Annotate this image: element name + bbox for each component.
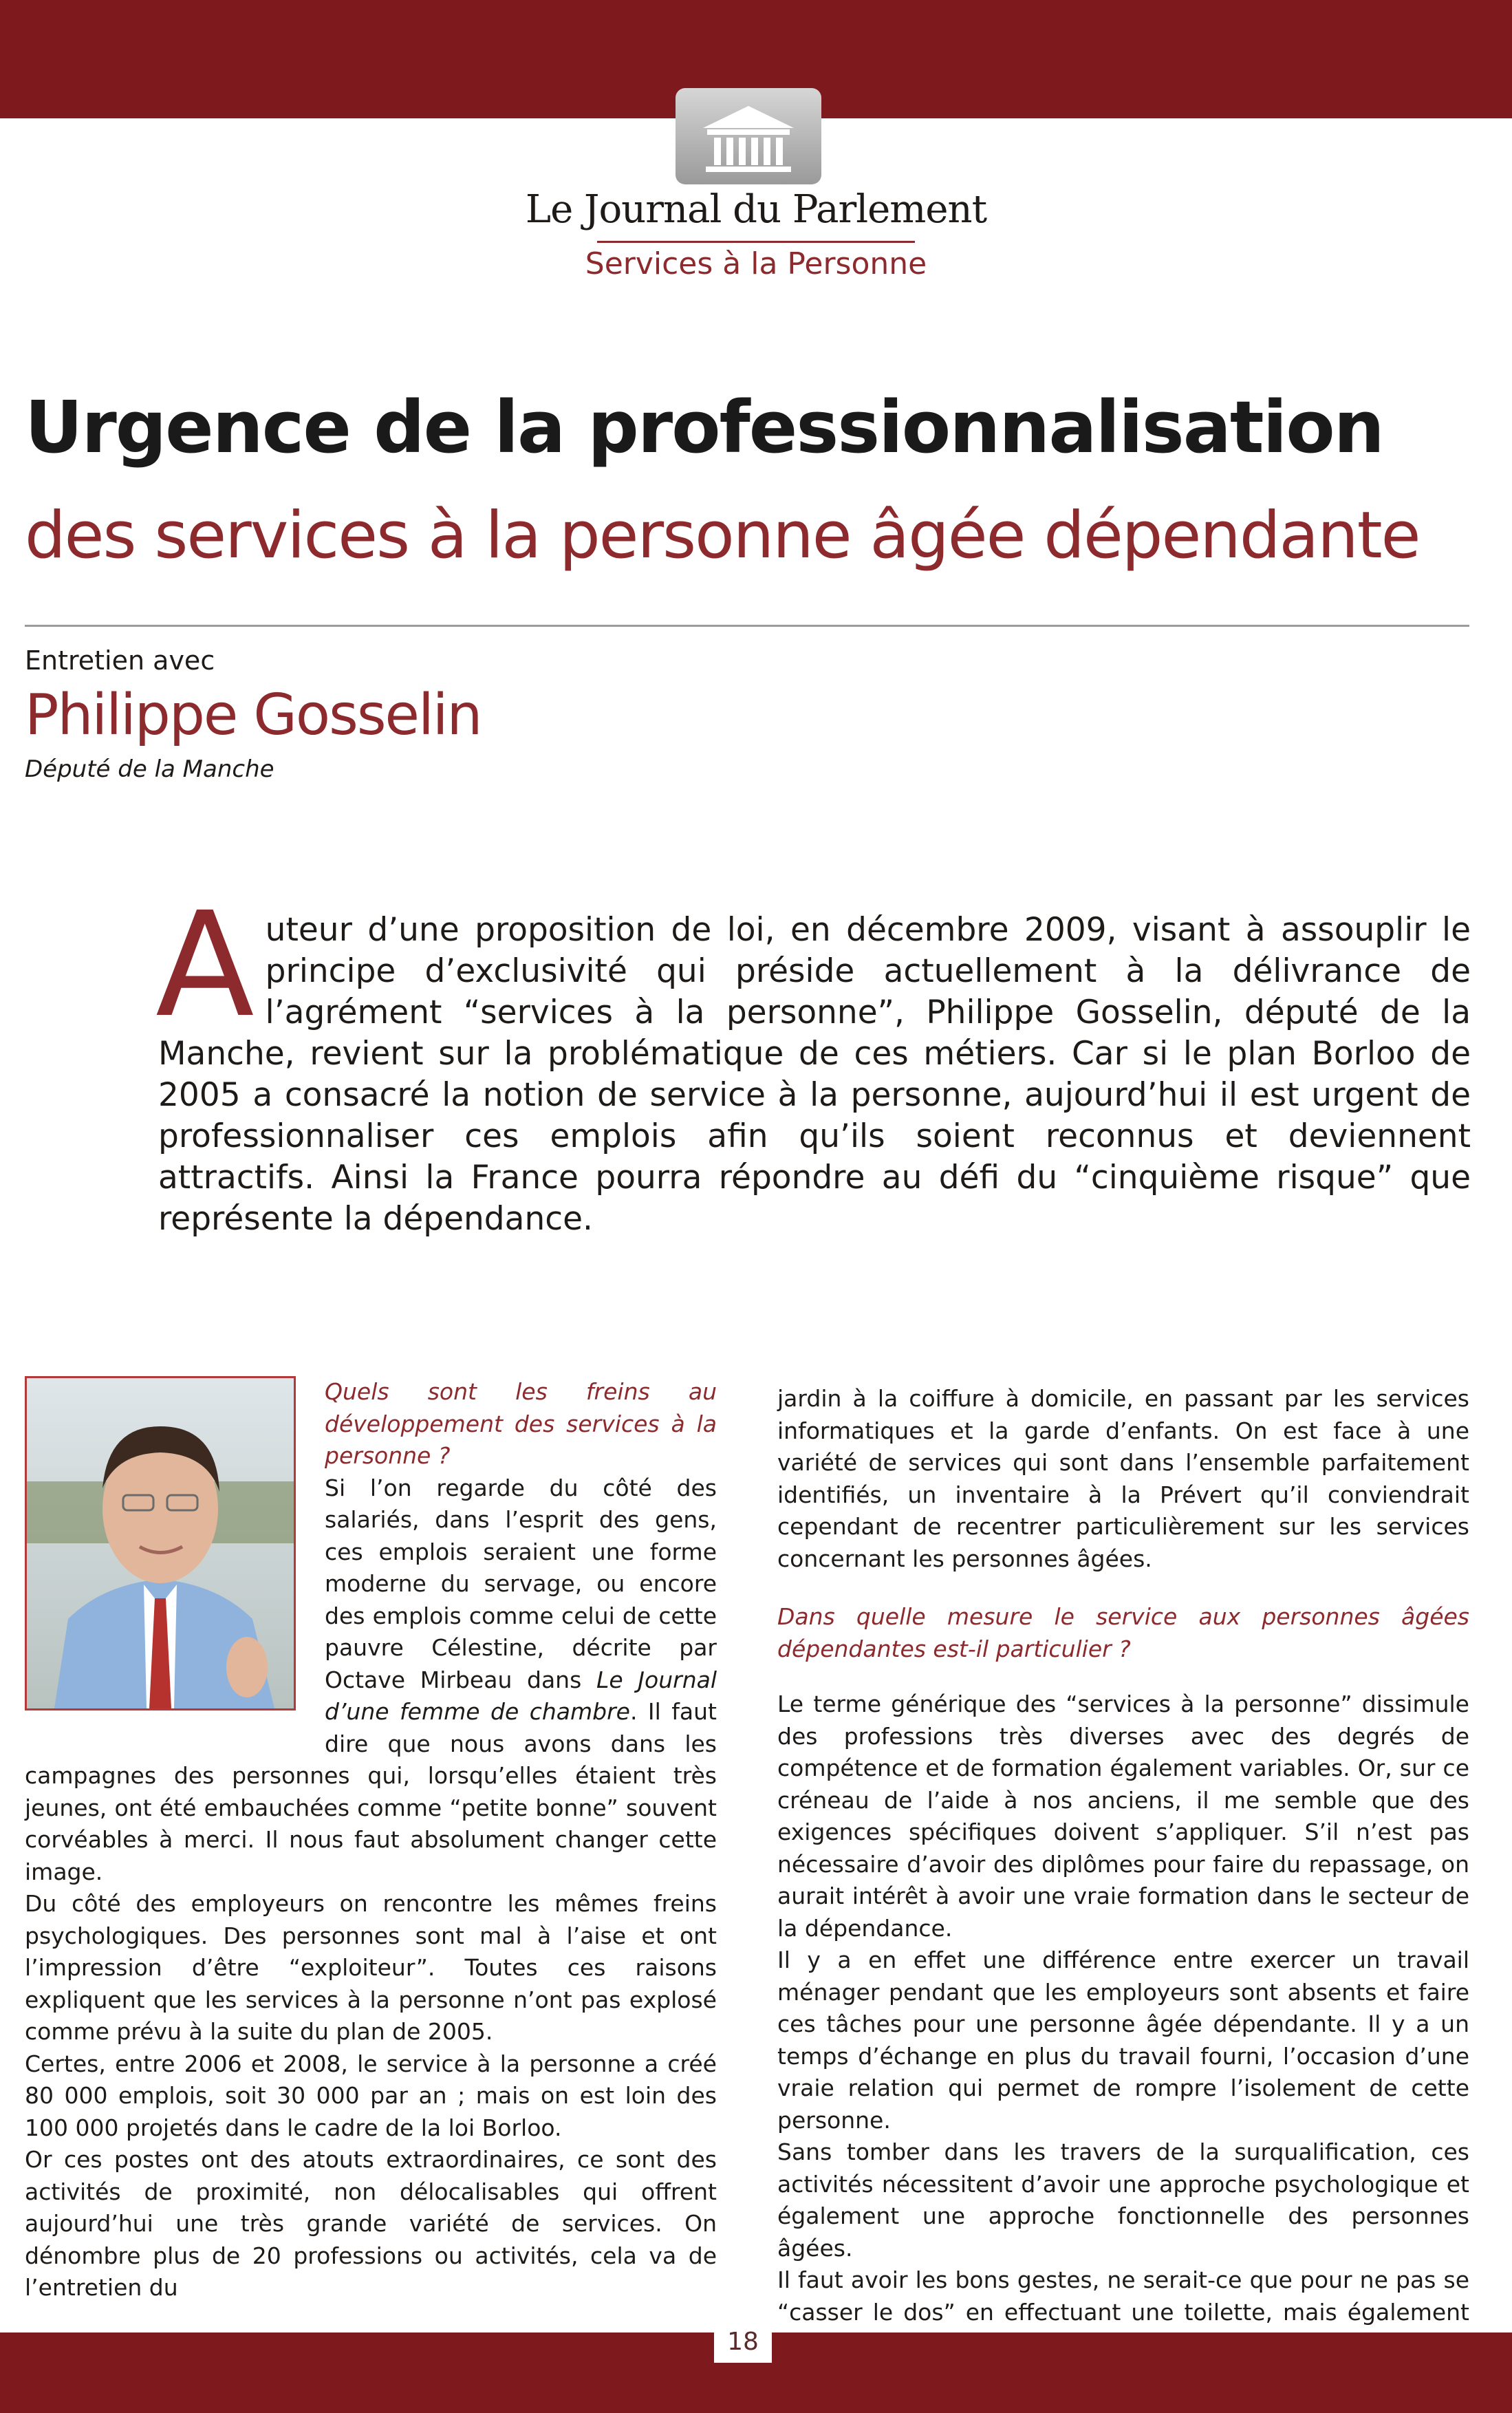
parliament-building-icon [676,88,821,184]
answer-1-text-a: Si l’on regarde du côté des salariés, dans l’esprit des gens, ces emplois seraient une forme moderne du servage, ou encore des emplois comme celui de cette pauvre Célestine, décrite par Octave Mirbeau dans [325,1474,717,1693]
lead-text: uteur d’une proposition de loi, en décembre 2009, visant à assouplir le principe d’exclusivité qui préside actuellement à la délivrance de l’agrément “services à la personne”, Philippe Gosselin, député de la Manche, revient sur la problématique de ces métiers. Car si le plan Borloo de 2005 a consacré la notion de service à la personne, aujourd’hui il est urgent de professionnaliser ces emplois afin qu’ils soient reconnus et deviennent attractifs. Ainsi la France pourra répondre au défi du “cinquième risque” que représente la dépendance. [158,911,1471,1238]
book-title: Le Journal d’une femme de chambre [325,1666,717,1725]
answer-1-text-c: . Il faut dire que nous avons dans les campagnes des personnes qui, lorsqu’elles étaient très jeunes, ont été embauchées comme “petite bonne” souvent corvéables à merci. Il nous faut absolument changer cette image. [25,1698,717,1885]
headline-line-1: Urgence de la professionnalisation [25,385,1383,469]
drop-cap: A [155,881,255,1049]
interviewee-role: Député de la Manche [25,755,274,783]
answer-1-continuation: jardin à la coiffure à domicile, en passant par les services informatiques et la garde d’enfants. On est face à une variété de services qui sont dans l’ensemble parfaitement identifiés, un inventaire à la Prévert qu’il conviendrait cependant de recentrer particulièrement sur les services concernant les personnes âgées. [777,1385,1469,1572]
headline-line-2: des services à la personne âgée dépendante [25,498,1420,573]
answer-1-paragraph-3: Certes, entre 2006 et 2008, le service à la personne a créé 80 000 emplois, soit 30 000 par an ; mais on est loin des 100 000 projetés dans le cadre de la loi Borloo. [25,2050,717,2141]
interview-label: Entretien avec [25,645,215,676]
journal-title: Le Journal du Parlement [525,187,987,232]
column-left [25,1376,717,2304]
answer-2-paragraph-2: Il y a en effet une différence entre exercer un travail ménager pendant que les employeurs sont absents et faire ces tâches pour une personne âgée dépendante. Il y a un temps d’échange en plus du travail fourni, l’occasion d’une vraie relation qui permet de rompre l’isolement de cette personne. [777,1947,1469,2134]
interviewee-name: Philippe Gosselin [25,683,482,748]
section-title: Services à la Personne [585,246,927,281]
page-number: 18 [714,2321,772,2363]
question-2: Dans quelle mesure le service aux personnes âgées dépendantes est-il particulier ? [777,1603,1469,1662]
photo-spacer [25,1376,325,1741]
answer-2-paragraph-1: Le terme générique des “services à la personne” dissimule des professions très diverses avec des degrés de compétence et de formation également variables. Or, sur ce créneau de l’aide à nos anciens, il me semble que des exigences spécifiques doivent s’appliquer. S’il n’est pas nécessaire d’avoir des diplômes pour faire du repassage, on aurait intérêt à avoir une vraie formation dans le secteur de la dépendance. [777,1691,1469,1942]
masthead-divider [597,241,915,243]
question-1: Quels sont les freins au développement des services à la personne ? [325,1378,717,1469]
answer-1-paragraph-4: Or ces postes ont des atouts extraordinaires, ce sont des activités de proximité, non délocalisables qui offrent aujourd’hui une très grande variété de services. On dénombre plus de 20 professions ou activités, cela va de l’entretien du [25,2146,717,2301]
headline-divider [25,625,1469,627]
answer-2-paragraph-4: Il faut avoir les bons gestes, ne serait-ce que pour ne pas se “casser le dos” en effectuant une toilette, mais également [777,2266,1469,2326]
answer-2-paragraph-3: Sans tomber dans les travers de la surqualification, ces activités nécessitent d’avoir une approche psychologique et également une approche fonctionnelle des personnes âgées. [777,2138,1469,2262]
column-right [777,1383,1469,2361]
answer-1-paragraph-2: Du côté des employeurs on rencontre les mêmes freins psychologiques. Des personnes sont mal à l’aise et ont l’impression d’être “exploiteur”. Toutes ces raisons expliquent que les services à la personne n’ont pas explosé comme prévu à la suite du plan de 2005. [25,1890,717,2045]
lead-paragraph [155,881,1471,1240]
